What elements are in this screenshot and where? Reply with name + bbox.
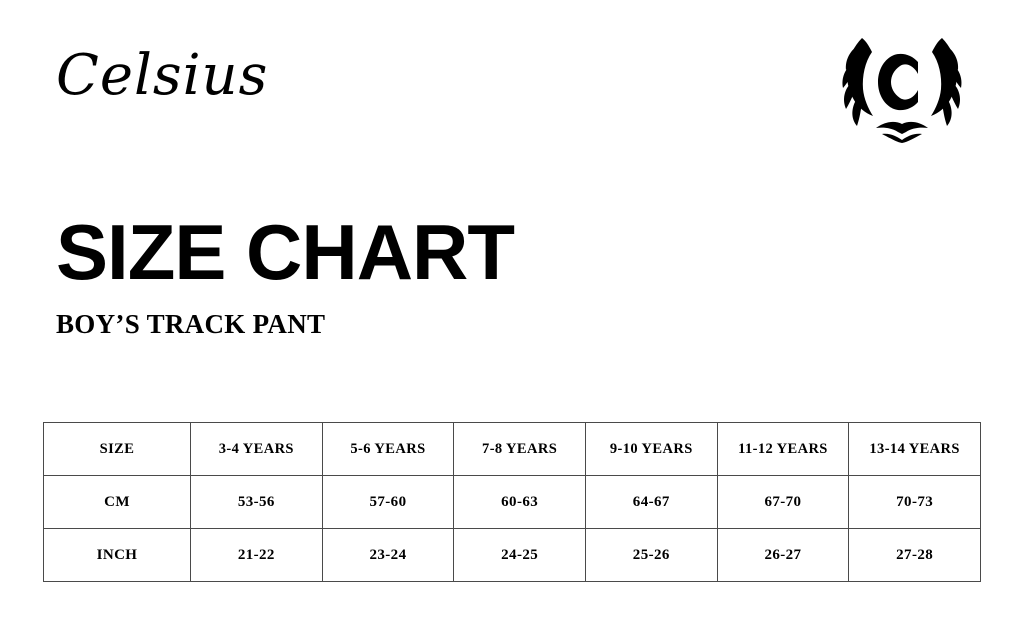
table-cell: 26-27 [717, 529, 849, 582]
table-header-cell: 13-14 YEARS [849, 423, 981, 476]
row-label-cm: CM [44, 476, 191, 529]
table-header-cell: 11-12 YEARS [717, 423, 849, 476]
page-header [0, 0, 1024, 170]
laurel-wreath-c-logo-icon [832, 24, 972, 144]
table-cell: 64-67 [585, 476, 717, 529]
table-cell: 60-63 [454, 476, 586, 529]
table-header-cell: 5-6 YEARS [322, 423, 454, 476]
table-cell: 27-28 [849, 529, 981, 582]
table-header-cell: SIZE [44, 423, 191, 476]
size-chart-table-wrapper [43, 422, 981, 582]
table-cell: 53-56 [191, 476, 323, 529]
table-header-cell: 9-10 YEARS [585, 423, 717, 476]
title-block [56, 208, 956, 340]
table-cell: 23-24 [322, 529, 454, 582]
table-row [44, 476, 981, 529]
table-cell: 21-22 [191, 529, 323, 582]
table-header-cell: 7-8 YEARS [454, 423, 586, 476]
table-header-cell: 3-4 YEARS [191, 423, 323, 476]
table-header-row [44, 423, 981, 476]
table-cell: 70-73 [849, 476, 981, 529]
size-chart-table [43, 422, 981, 582]
table-row [44, 529, 981, 582]
page-title: SIZE CHART [56, 208, 514, 296]
table-cell: 24-25 [454, 529, 586, 582]
table-cell: 67-70 [717, 476, 849, 529]
row-label-inch: INCH [44, 529, 191, 582]
page-subtitle: BOY’S TRACK PANT [56, 309, 326, 340]
table-cell: 57-60 [322, 476, 454, 529]
brand-wordmark: Celsius [56, 43, 269, 108]
table-cell: 25-26 [585, 529, 717, 582]
